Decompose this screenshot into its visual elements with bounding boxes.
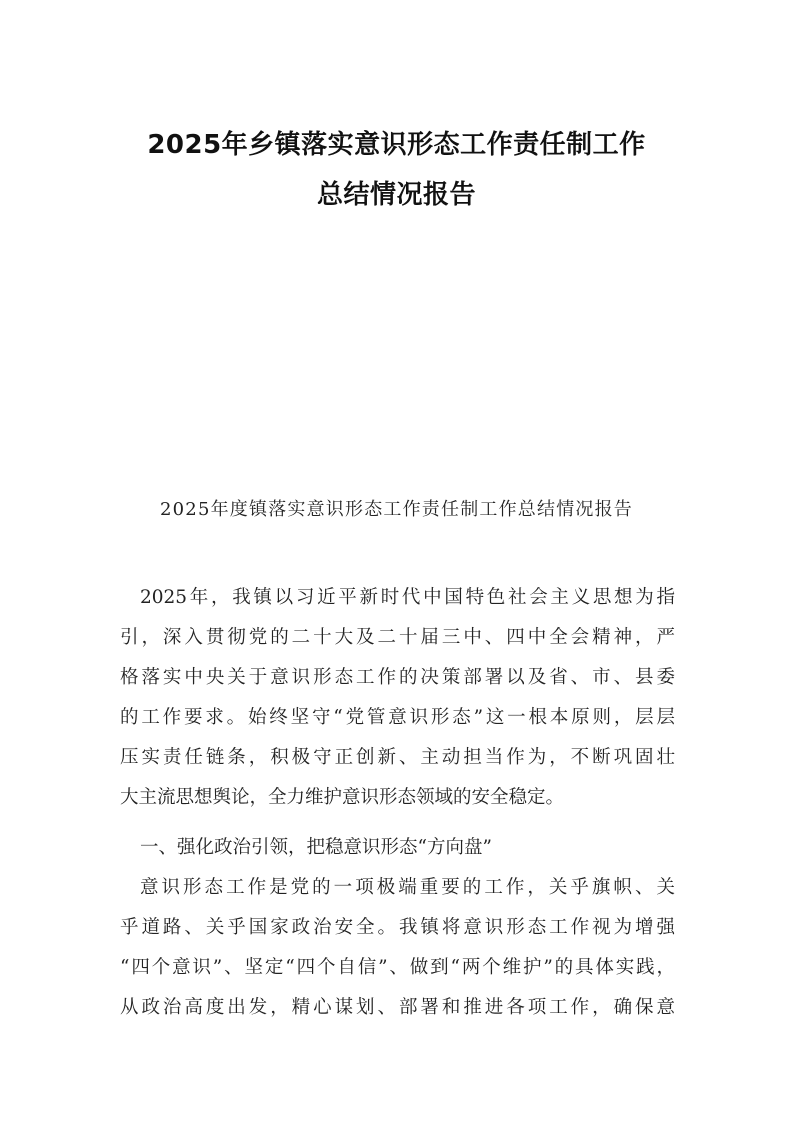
paragraph-line: 引，深入贯彻党的二十大及二十届三中、四中全会精神，严 xyxy=(120,627,675,648)
document-title-line-1: 2025年乡镇落实意识形态工作责任制工作 xyxy=(147,130,646,160)
intro-paragraph xyxy=(120,578,675,818)
document-subtitle: 2025年度镇落实意识形态工作责任制工作总结情况报告 xyxy=(159,499,633,520)
paragraph-line: 压实责任链条，积极守正创新、主动担当作为，不断巩固壮 xyxy=(120,747,675,768)
paragraph-line: 格落实中央关于意识形态工作的决策部署以及省、市、县委 xyxy=(120,667,675,688)
paragraph-line: 大主流思想舆论，全力维护意识形态领域的安全稳定。 xyxy=(120,787,565,808)
paragraph-line: 2025年，我镇以习近平新时代中国特色社会主义思想为指 xyxy=(140,587,675,608)
section1-paragraph xyxy=(120,868,675,1028)
paragraph-line: 的工作要求。始终坚守“党管意识形态”这一根本原则，层层 xyxy=(120,707,675,728)
section-heading-1: 一、强化政治引领，把稳意识形态“方向盘” xyxy=(140,837,492,858)
paragraph-line: “四个意识”、坚定“四个自信”、做到“两个维护”的具体实践， xyxy=(120,957,675,978)
paragraph-line: 从政治高度出发，精心谋划、部署和推进各项工作，确保意 xyxy=(120,997,675,1018)
paragraph-line: 乎道路、关乎国家政治安全。我镇将意识形态工作视为增强 xyxy=(120,917,675,938)
document-title-line-2: 总结情况报告 xyxy=(316,180,476,210)
paragraph-line: 意识形态工作是党的一项极端重要的工作，关乎旗帜、关 xyxy=(140,877,675,898)
